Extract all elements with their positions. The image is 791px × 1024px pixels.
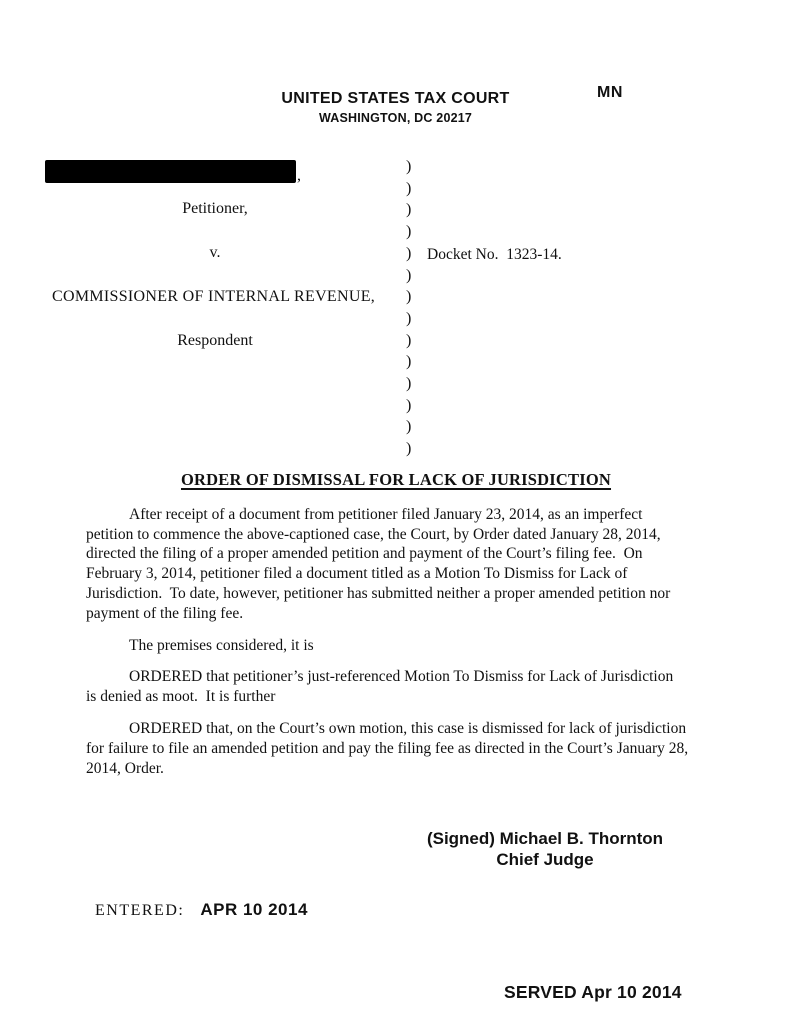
judge-title: Chief Judge bbox=[496, 850, 594, 869]
order-text-line: February 3, 2014, petitioner filed a document titled as a Motion To Dismiss for Lack of bbox=[86, 565, 628, 583]
petitioner-name-comma: , bbox=[297, 167, 301, 184]
paren-glyph: ) bbox=[406, 309, 412, 327]
order-text-line: payment of the filing fee. bbox=[86, 604, 244, 622]
order-text-line: Jurisdiction. To date, however, petitioner has submitted neither a proper amended petition nor bbox=[86, 584, 671, 602]
order-text-line: ORDERED that, on the Court’s own motion, this case is dismissed for lack of jurisdiction bbox=[129, 719, 687, 737]
court-address: WASHINGTON, DC 20217 bbox=[318, 111, 473, 125]
order-paragraph bbox=[86, 505, 706, 624]
order-text-line: 2014, Order. bbox=[86, 759, 164, 777]
signature-block bbox=[390, 828, 700, 870]
order-paragraph bbox=[86, 719, 706, 778]
order-title: ORDER OF DISMISSAL FOR LACK OF JURISDICTION bbox=[180, 470, 612, 489]
order-body bbox=[86, 470, 706, 790]
paren-glyph: ) bbox=[406, 223, 412, 241]
caption-paren-column bbox=[406, 156, 411, 460]
order-text-line: for failure to file an amended petition and pay the filing fee as directed in the Court’s January 28, bbox=[86, 739, 689, 757]
petitioner-label: Petitioner, bbox=[182, 200, 248, 217]
court-name: UNITED STATES TAX COURT bbox=[281, 90, 510, 107]
order-text-line: is denied as moot. It is further bbox=[86, 688, 276, 706]
paren-glyph: ) bbox=[406, 396, 412, 414]
order-paragraph bbox=[86, 636, 706, 656]
entered-date-stamp: APR 10 2014 bbox=[200, 900, 308, 919]
order-paragraph bbox=[86, 667, 706, 707]
paren-glyph: ) bbox=[406, 266, 412, 284]
versus-label: v. bbox=[209, 244, 221, 261]
order-text-line: After receipt of a document from petitioner filed January 23, 2014, as an imperfect bbox=[129, 505, 643, 523]
paren-glyph: ) bbox=[406, 244, 412, 262]
signed-judge-name: (Signed) Michael B. Thornton bbox=[426, 829, 664, 848]
entered-label: ENTERED: bbox=[95, 902, 185, 919]
paren-glyph: ) bbox=[406, 158, 412, 175]
petitioner-name-line bbox=[45, 160, 301, 183]
paren-glyph: ) bbox=[406, 353, 412, 371]
paren-glyph: ) bbox=[406, 375, 412, 393]
paren-glyph: ) bbox=[406, 440, 412, 458]
paren-glyph: ) bbox=[406, 179, 412, 197]
docket-number: Docket No. 1323-14. bbox=[427, 246, 562, 263]
order-text-line: ORDERED that petitioner’s just-referenced Motion To Dismiss for Lack of Jurisdiction bbox=[129, 668, 674, 686]
redaction-bar bbox=[45, 160, 296, 183]
order-text-line: The premises considered, it is bbox=[129, 636, 314, 654]
paren-glyph: ) bbox=[406, 418, 412, 436]
respondent-label: Respondent bbox=[177, 332, 253, 349]
court-header bbox=[0, 90, 791, 125]
order-text-line: directed the filing of a proper amended petition and payment of the Court’s filing fee. On bbox=[86, 545, 643, 563]
state-code-stamp: MN bbox=[597, 84, 623, 101]
paren-glyph: ) bbox=[406, 201, 412, 219]
served-stamp: SERVED Apr 10 2014 bbox=[504, 982, 682, 1002]
order-text-line: petition to commence the above-captioned case, the Court, by Order dated January 28, 2014, bbox=[86, 525, 661, 543]
paren-glyph: ) bbox=[406, 288, 412, 306]
entered-row bbox=[95, 900, 308, 920]
paren-glyph: ) bbox=[406, 331, 412, 349]
respondent-name: COMMISSIONER OF INTERNAL REVENUE, bbox=[52, 288, 376, 305]
